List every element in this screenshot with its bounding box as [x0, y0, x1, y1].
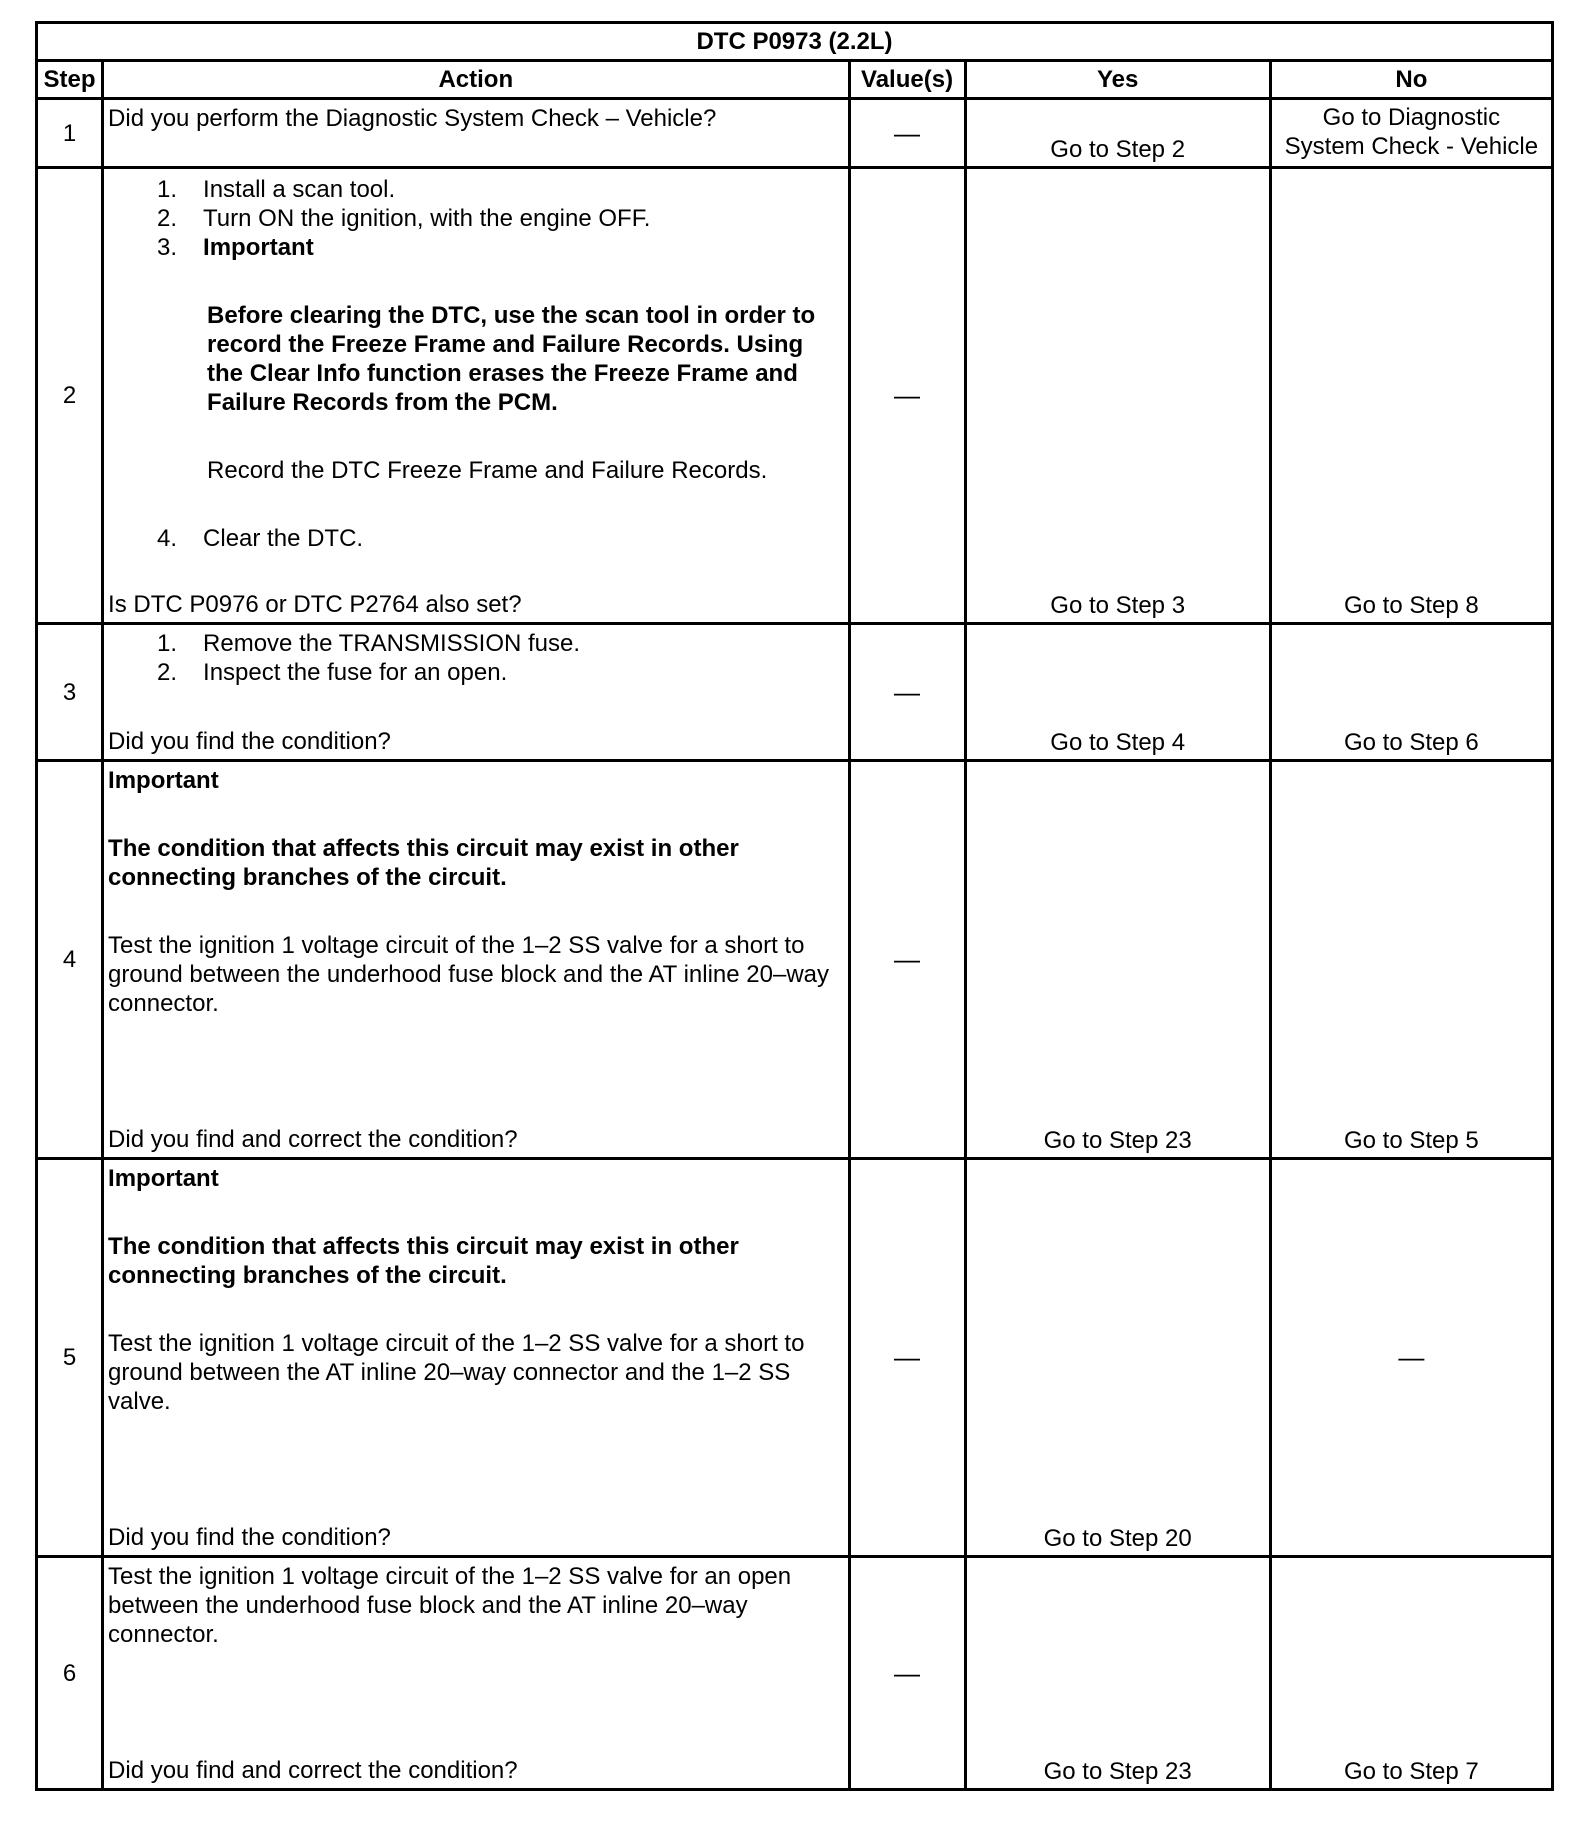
- diagnostic-table: [35, 21, 1554, 1791]
- table-row: [37, 1159, 1553, 1557]
- action-question: Did you perform the Diagnostic System Check – Vehicle?: [108, 105, 717, 132]
- step-number: 2: [37, 168, 103, 624]
- table-row: [37, 168, 1553, 624]
- action-steps-continued: [108, 524, 843, 553]
- list-item: 4. Clear the DTC.: [157, 525, 364, 552]
- important-note: The condition that affects this circuit may exist in other connecting branches of the circuit.: [108, 1233, 739, 1289]
- yes-cell: Go to Step 23: [965, 761, 1270, 1159]
- action-text: Test the ignition 1 voltage circuit of the 1–2 SS valve for a short to ground between the AT inline 20–way connector and the 1–2 SS valve.: [108, 1330, 805, 1415]
- table-row: [37, 99, 1553, 168]
- action-cell: [103, 99, 849, 168]
- values-cell: —: [849, 761, 965, 1159]
- values-cell: —: [849, 168, 965, 624]
- action-text: Test the ignition 1 voltage circuit of the 1–2 SS valve for a short to ground between the underhood fuse block and the AT inline 20–way connector.: [108, 932, 830, 1017]
- list-item: 3. Important: [157, 234, 314, 261]
- yes-cell: Go to Step 23: [965, 1557, 1270, 1790]
- action-steps: [108, 175, 843, 262]
- yes-cell: Go to Step 3: [965, 168, 1270, 624]
- values-cell: —: [849, 1159, 965, 1557]
- list-item: 2. Turn ON the ignition, with the engine OFF.: [157, 205, 651, 232]
- important-label: Important: [108, 767, 219, 794]
- step-number: 5: [37, 1159, 103, 1557]
- values-cell: —: [849, 1557, 965, 1790]
- no-line-2: System Check - Vehicle: [1284, 133, 1539, 160]
- table-row: [37, 624, 1553, 761]
- list-item: 1. Install a scan tool.: [157, 176, 396, 203]
- action-question: Did you find and correct the condition?: [108, 1757, 518, 1784]
- table-row: [37, 761, 1553, 1159]
- no-cell: Go to Step 7: [1270, 1557, 1552, 1790]
- action-question: Did you find the condition?: [108, 728, 391, 755]
- no-cell: Go to Step 8: [1270, 168, 1552, 624]
- record-text: Record the DTC Freeze Frame and Failure Records.: [207, 457, 768, 484]
- yes-cell: Go to Step 4: [965, 624, 1270, 761]
- action-text: Test the ignition 1 voltage circuit of the 1–2 SS valve for an open between the underhood fuse block and the AT inline 20–way connector.: [108, 1563, 792, 1648]
- table-title: DTC P0973 (2.2L): [37, 23, 1553, 61]
- yes-cell: Go to Step 2: [965, 99, 1270, 168]
- values-cell: —: [849, 624, 965, 761]
- action-question: Is DTC P0976 or DTC P2764 also set?: [108, 591, 522, 618]
- no-cell: Go to Step 6: [1270, 624, 1552, 761]
- list-item: 2. Inspect the fuse for an open.: [157, 659, 508, 686]
- important-note: Before clearing the DTC, use the scan tool in order to record the Freeze Frame and Failure Records. Using the Clear Info function erases the Freeze Frame and Failure Records from the PCM.: [207, 302, 816, 416]
- header-no: No: [1270, 61, 1552, 99]
- step-number: 4: [37, 761, 103, 1159]
- header-values: Value(s): [849, 61, 965, 99]
- important-note: The condition that affects this circuit may exist in other connecting branches of the circuit.: [108, 835, 739, 891]
- header-action: Action: [103, 61, 849, 99]
- header-step: Step: [37, 61, 103, 99]
- step-number: 1: [37, 99, 103, 168]
- step-number: 6: [37, 1557, 103, 1790]
- action-cell: [103, 168, 849, 624]
- no-cell: Go to Step 5: [1270, 761, 1552, 1159]
- action-cell: [103, 1557, 849, 1790]
- no-cell: —: [1270, 1159, 1552, 1557]
- list-item: 1. Remove the TRANSMISSION fuse.: [157, 630, 581, 657]
- header-row: [37, 61, 1553, 99]
- no-cell: [1270, 99, 1552, 168]
- action-cell: [103, 624, 849, 761]
- action-cell: [103, 761, 849, 1159]
- table-row: [37, 1557, 1553, 1790]
- action-question: Did you find the condition?: [108, 1524, 391, 1551]
- values-cell: —: [849, 99, 965, 168]
- step-number: 3: [37, 624, 103, 761]
- important-label: Important: [108, 1165, 219, 1192]
- yes-cell: Go to Step 20: [965, 1159, 1270, 1557]
- no-line-1: Go to Diagnostic: [1322, 104, 1501, 131]
- header-yes: Yes: [965, 61, 1270, 99]
- action-cell: [103, 1159, 849, 1557]
- action-question: Did you find and correct the condition?: [108, 1126, 518, 1153]
- action-steps: [108, 625, 843, 687]
